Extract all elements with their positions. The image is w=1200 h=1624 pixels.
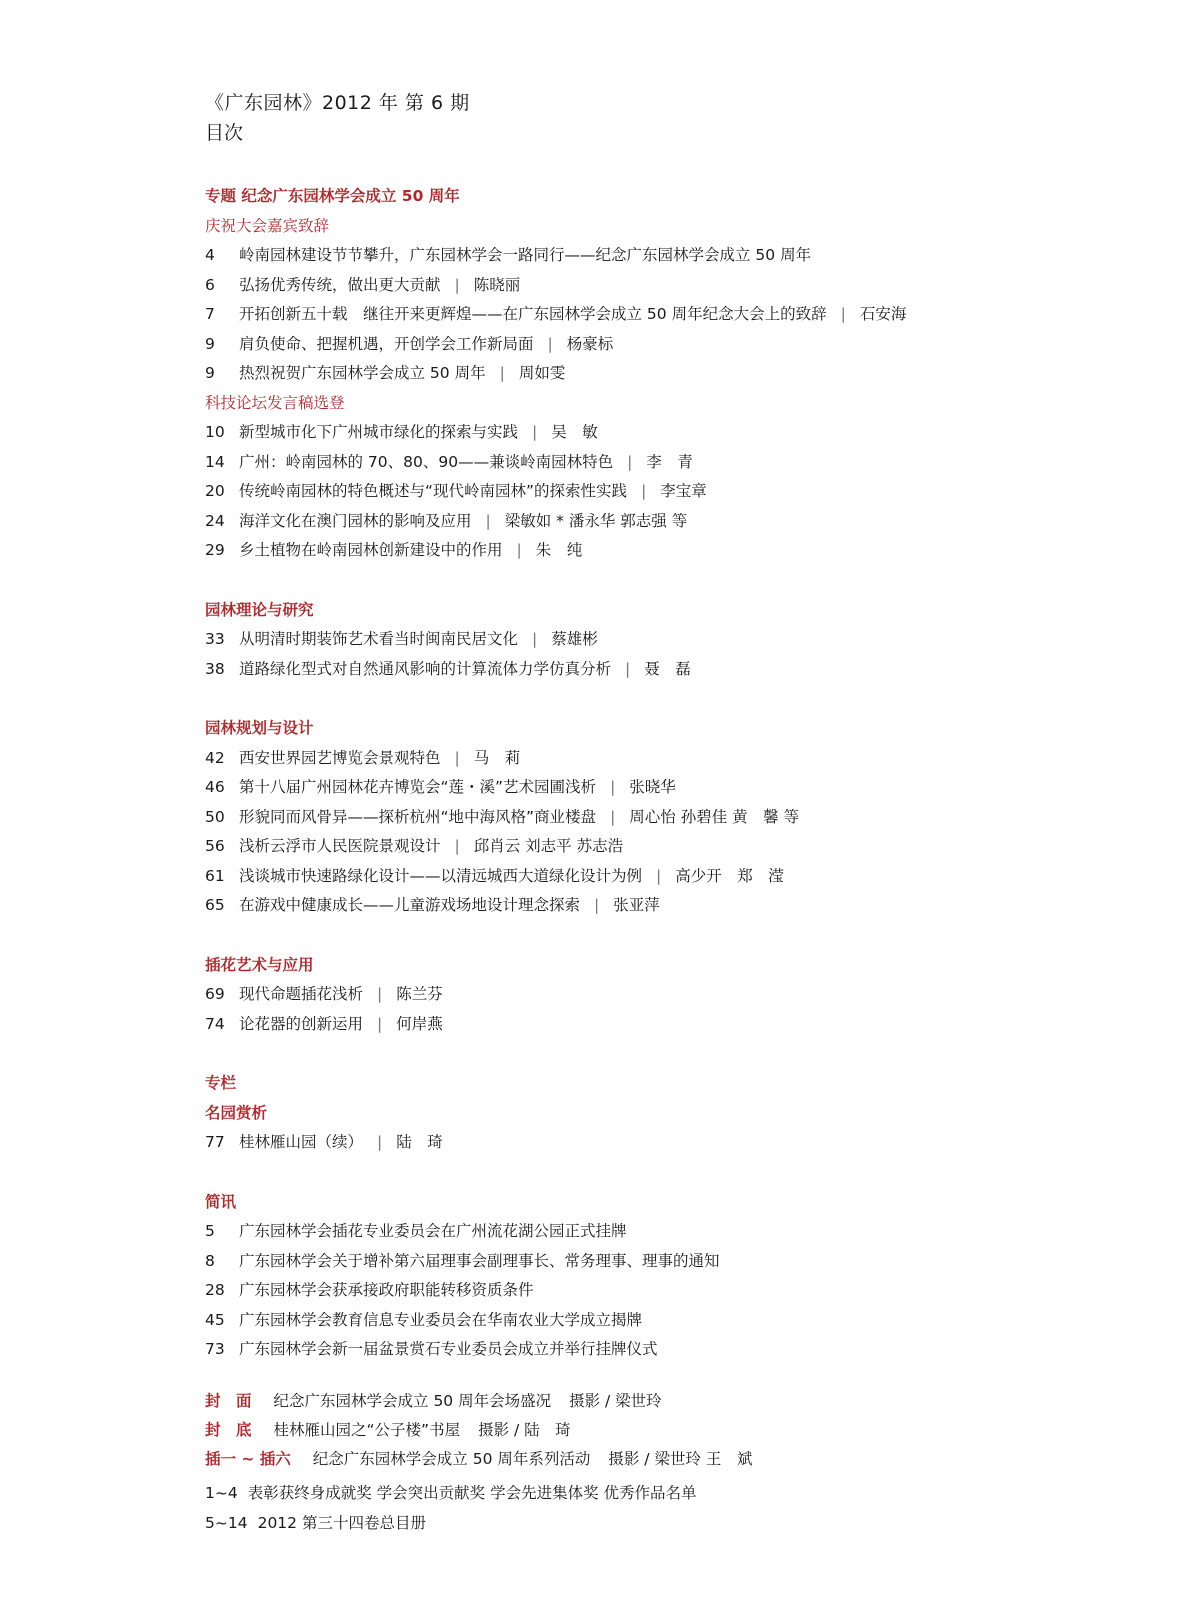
cover-label: 插一 ~ 插六: [205, 1449, 291, 1468]
separator: |: [377, 985, 383, 1003]
toc-entry: [205, 330, 1165, 360]
supplement-entry: [205, 1478, 1165, 1508]
separator: |: [499, 364, 505, 382]
article-title: 广东园林学会关于增补第六届理事会副理事长、常务理事、理事的通知: [239, 1251, 720, 1270]
section-heading: 插花艺术与应用: [205, 955, 314, 974]
page-number: 33: [205, 630, 225, 648]
section-column: [205, 1069, 1165, 1158]
section-planning-design: [205, 714, 1165, 921]
page-number: 29: [205, 541, 225, 559]
cover-credit: [205, 1416, 1165, 1445]
toc-entry: [205, 773, 1165, 803]
separator: |: [377, 1133, 383, 1151]
page-number: 5: [205, 1222, 215, 1240]
article-title: 从明清时期装饰艺术看当时闽南民居文化: [239, 630, 519, 648]
article-title: 广州：岭南园林的 70、80、90——兼谈岭南园林特色: [239, 452, 614, 471]
article-list: [205, 241, 1165, 389]
page-number: 14: [205, 452, 225, 471]
toc-entry: [205, 507, 1165, 537]
toc-entry: [205, 862, 1165, 892]
article-title: 广东园林学会新一届盆景赏石专业委员会成立并举行挂牌仪式: [239, 1340, 658, 1358]
section-heading: 简讯: [205, 1192, 237, 1211]
page-range: 1~4: [205, 1483, 238, 1502]
page-number: 28: [205, 1281, 225, 1299]
page-number: 9: [205, 364, 215, 382]
toc-entry: [205, 1306, 1165, 1336]
article-author: 周心怡 孙碧佳 黄 馨 等: [629, 807, 800, 826]
toc-entry: [205, 744, 1165, 774]
article-author: 蔡雄彬: [551, 630, 598, 648]
article-author: 杨豪标: [566, 334, 614, 353]
section-heading: 专题 纪念广东园林学会成立 50 周年: [205, 187, 460, 205]
page-number: 73: [205, 1340, 225, 1358]
page-number: 6: [205, 275, 215, 294]
article-title: 桂林雁山园（续）: [239, 1133, 364, 1151]
section-flower-arrangement: [205, 951, 1165, 1040]
article-list: [205, 1128, 1165, 1158]
page-number: 20: [205, 482, 225, 500]
separator: |: [454, 748, 460, 767]
article-title: 论花器的创新运用: [239, 1014, 364, 1033]
subsection-heading: 名园赏析: [205, 1103, 268, 1122]
page-number: 65: [205, 896, 225, 914]
separator: |: [485, 511, 491, 530]
page-number: 4: [205, 246, 215, 264]
section-heading: 园林规划与设计: [205, 719, 314, 737]
separator: |: [641, 482, 647, 500]
photo-credit: 摄影 / 陆 琦: [478, 1420, 571, 1439]
toc-entry: [205, 891, 1165, 921]
article-author: 张亚萍: [613, 896, 660, 914]
toc-entry: [205, 625, 1165, 655]
page-number: 38: [205, 659, 225, 678]
toc-entry: [205, 359, 1165, 389]
page-number: 8: [205, 1251, 215, 1270]
page-number: 42: [205, 748, 225, 767]
separator: |: [627, 452, 633, 471]
toc-entry: [205, 448, 1165, 478]
article-list: [205, 980, 1165, 1039]
article-title: 肩负使命、把握机遇，开创学会工作新局面: [239, 334, 534, 353]
cover-title: 桂林雁山园之“公子楼”书屋: [273, 1420, 461, 1439]
article-title: 现代命题插花浅析: [239, 985, 364, 1003]
section-special-topic: [205, 182, 1165, 566]
article-title: 浅谈城市快速路绿化设计——以清远城西大道绿化设计为例: [239, 866, 643, 885]
supplement-entry: [205, 1508, 1165, 1538]
separator: |: [454, 837, 460, 855]
toc-entry: [205, 832, 1165, 862]
cover-title: 纪念广东园林学会成立 50 周年会场盛况: [273, 1391, 552, 1410]
separator: |: [594, 896, 600, 914]
cover-credits: [205, 1387, 1165, 1474]
article-title: 传统岭南园林的特色概述与“现代岭南园林”的探索性实践: [239, 482, 628, 500]
separator: |: [656, 866, 662, 885]
article-title: 新型城市化下广州城市绿化的探索与实践: [239, 423, 519, 441]
article-author: 陈兰芬: [396, 985, 443, 1003]
toc-title: 目次: [205, 122, 244, 144]
article-title: 乡土植物在岭南园林创新建设中的作用: [239, 541, 503, 559]
cover-credit: [205, 1445, 1165, 1474]
article-author: 何岸燕: [396, 1014, 443, 1033]
news-list: [205, 1217, 1165, 1365]
toc-entry: [205, 803, 1165, 833]
toc-entry: [205, 980, 1165, 1010]
toc-page: [205, 88, 1165, 1538]
article-title: 浅析云浮市人民医院景观设计: [239, 837, 441, 855]
article-author: 李 青: [646, 452, 693, 471]
article-author: 吴 敏: [551, 423, 598, 441]
toc-entry: [205, 1276, 1165, 1306]
page-number: 61: [205, 866, 225, 885]
separator: |: [454, 275, 460, 294]
article-title: 道路绿化型式对自然通风影响的计算流体力学仿真分析: [239, 659, 612, 678]
subsection-heading: 庆祝大会嘉宾致辞: [205, 216, 330, 235]
separator: |: [532, 423, 538, 441]
article-title: 开拓创新五十载 继往开来更辉煌——在广东园林学会成立 50 周年纪念大会上的致辞: [239, 305, 827, 323]
page-number: 7: [205, 305, 215, 323]
article-list: [205, 625, 1165, 684]
page-number: 10: [205, 423, 225, 441]
page-number: 74: [205, 1014, 225, 1033]
subsection-heading: 科技论坛发言稿选登: [205, 393, 345, 412]
article-author: 朱 纯: [535, 541, 583, 559]
toc-entry: [205, 655, 1165, 685]
page-number: 50: [205, 807, 225, 826]
supplement-title: 2012 第三十四卷总目册: [257, 1513, 426, 1532]
article-title: 形貌同而风骨异——探析杭州“地中海风格”商业楼盘: [239, 807, 597, 826]
page-number: 77: [205, 1133, 225, 1151]
separator: |: [840, 305, 846, 323]
separator: |: [377, 1014, 383, 1033]
article-title: 热烈祝贺广东园林学会成立 50 周年: [239, 364, 486, 382]
toc-entry: [205, 536, 1165, 566]
photo-credit: 摄影 / 梁世玲: [569, 1391, 662, 1410]
toc-entry: [205, 1247, 1165, 1277]
toc-entry: [205, 418, 1165, 448]
article-title: 广东园林学会教育信息专业委员会在华南农业大学成立揭牌: [239, 1310, 643, 1329]
page-number: 69: [205, 985, 225, 1003]
article-author: 梁敏如 * 潘永华 郭志强 等: [504, 511, 688, 530]
article-author: 邱肖云 刘志平 苏志浩: [473, 837, 624, 855]
cover-label: 封 面: [205, 1391, 252, 1410]
article-title: 在游戏中健康成长——儿童游戏场地设计理念探索: [239, 896, 581, 914]
toc-entry: [205, 1128, 1165, 1158]
toc-entry: [205, 271, 1165, 301]
article-title: 第十八届广州园林花卉博览会“莲・溪”艺术园圃浅析: [239, 778, 597, 796]
toc-entry: [205, 1010, 1165, 1040]
article-title: 广东园林学会获承接政府职能转移资质条件: [239, 1281, 534, 1299]
cover-title: 纪念广东园林学会成立 50 周年系列活动: [312, 1449, 591, 1468]
article-author: 聂 磊: [644, 659, 691, 678]
page-number: 9: [205, 334, 215, 353]
article-title: 岭南园林建设节节攀升，广东园林学会一路同行——纪念广东园林学会成立 50 周年: [239, 246, 812, 264]
section-heading: 园林理论与研究: [205, 600, 314, 619]
article-author: 陈晓丽: [473, 275, 521, 294]
separator: |: [516, 541, 522, 559]
article-list: [205, 418, 1165, 566]
page-number: 45: [205, 1310, 225, 1329]
article-author: 高少开 郑 滢: [675, 866, 784, 885]
toc-entry: [205, 477, 1165, 507]
cover-label: 封 底: [205, 1420, 252, 1439]
article-author: 张晓华: [629, 778, 676, 796]
separator: |: [532, 630, 538, 648]
article-title: 西安世界园艺博览会景观特色: [239, 748, 441, 767]
separator: |: [625, 659, 631, 678]
article-title: 海洋文化在澳门园林的影响及应用: [239, 511, 472, 530]
article-author: 陆 琦: [396, 1133, 443, 1151]
photo-credit: 摄影 / 梁世玲 王 斌: [608, 1449, 753, 1468]
supplement-list: [205, 1478, 1165, 1538]
page-range: 5~14: [205, 1513, 248, 1532]
cover-credit: [205, 1387, 1165, 1416]
section-heading: 专栏: [205, 1074, 237, 1092]
article-title: 弘扬优秀传统，做出更大贡献: [239, 275, 441, 294]
article-author: 石安海: [859, 305, 907, 323]
article-title: 广东园林学会插花专业委员会在广州流花湖公园正式挂牌: [239, 1222, 627, 1240]
journal-title: 《广东园林》2012 年 第 6 期: [205, 92, 470, 114]
separator: |: [610, 778, 616, 796]
toc-entry: [205, 1335, 1165, 1365]
toc-entry: [205, 241, 1165, 271]
section-theory-research: [205, 596, 1165, 685]
supplement-title: 表彰获终身成就奖 学会突出贡献奖 学会先进集体奖 优秀作品名单: [247, 1483, 697, 1502]
page-number: 24: [205, 511, 225, 530]
article-author: 周如雯: [518, 364, 566, 382]
section-news: [205, 1188, 1165, 1365]
toc-entry: [205, 300, 1165, 330]
toc-entry: [205, 1217, 1165, 1247]
page-number: 56: [205, 837, 225, 855]
article-author: 马 莉: [473, 748, 521, 767]
separator: |: [547, 334, 553, 353]
article-list: [205, 744, 1165, 921]
separator: |: [610, 807, 616, 826]
page-number: 46: [205, 778, 225, 796]
article-author: 李宝章: [660, 482, 707, 500]
